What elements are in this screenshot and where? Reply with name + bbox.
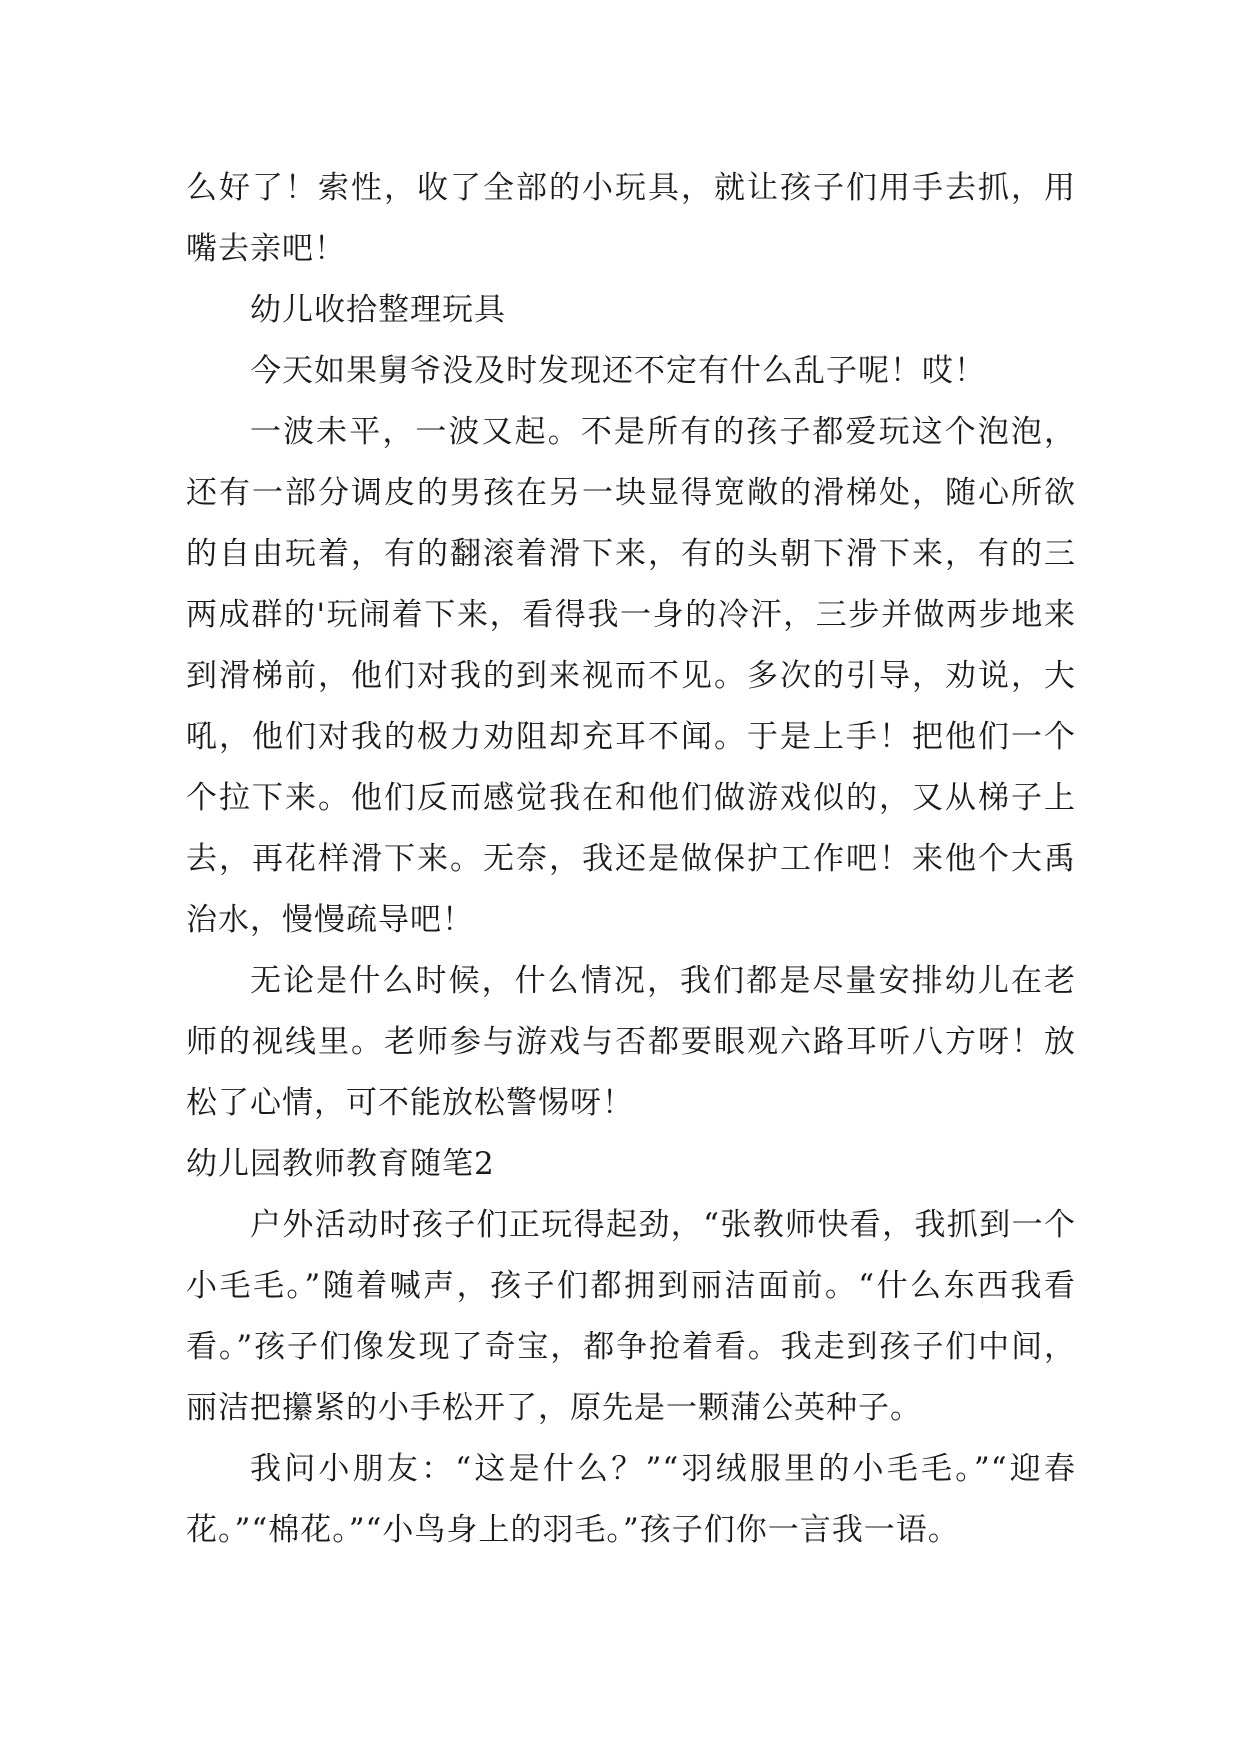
paragraph: 今天如果舅爷没及时发现还不定有什么乱子呢！哎！ [250, 353, 986, 389]
paragraph: 一波未平，一波又起。不是所有的孩子都爱玩这个泡泡，还有一部分调皮的男孩在另一块显得宽敞的滑梯处，随心所欲的自由玩着，有的翻滚着滑下来，有的头朝下滑下来，有的三两成群的'玩闹着下来，看得我一身的冷汗，三步并做两步地来到滑梯前，他们对我的到来视而不见。多次的引导，劝说，大吼，他们对我的极力劝阻却充耳不闻。于是上手！把他们一个个拉下来。他们反而感觉我在和他们做游戏似的，又从梯子上去，再花样滑下来。无奈，我还是做保护工作吧！来他个大禹治水，慢慢疏导吧！ [186, 414, 1076, 938]
paragraph: 户外活动时孩子们正玩得起劲，“张教师快看，我抓到一个小毛毛。”随着喊声，孩子们都拥到丽洁面前。“什么东西我看看。”孩子们像发现了奇宝，都争抢着看。我走到孩子们中间，丽洁把攥紧的小手松开了，原先是一颗蒲公英种子。 [186, 1207, 1076, 1426]
paragraph-continuation: 么好了！索性，收了全部的小玩具，就让孩子们用手去抓，用嘴去亲吧！ [186, 170, 1076, 267]
section-heading: 幼儿园教师教育随笔2 [186, 1146, 495, 1182]
paragraph: 我问小朋友：“这是什么？”“羽绒服里的小毛毛。”“迎春花。”“棉花。”“小鸟身上的羽毛。”孩子们你一言我一语。 [186, 1451, 1076, 1548]
document-body [186, 158, 1076, 1561]
paragraph-subheading: 幼儿收拾整理玩具 [250, 292, 506, 328]
paragraph: 无论是什么时候，什么情况，我们都是尽量安排幼儿在老师的视线里。老师参与游戏与否都要眼观六路耳听八方呀！放松了心情，可不能放松警惕呀！ [186, 963, 1076, 1121]
